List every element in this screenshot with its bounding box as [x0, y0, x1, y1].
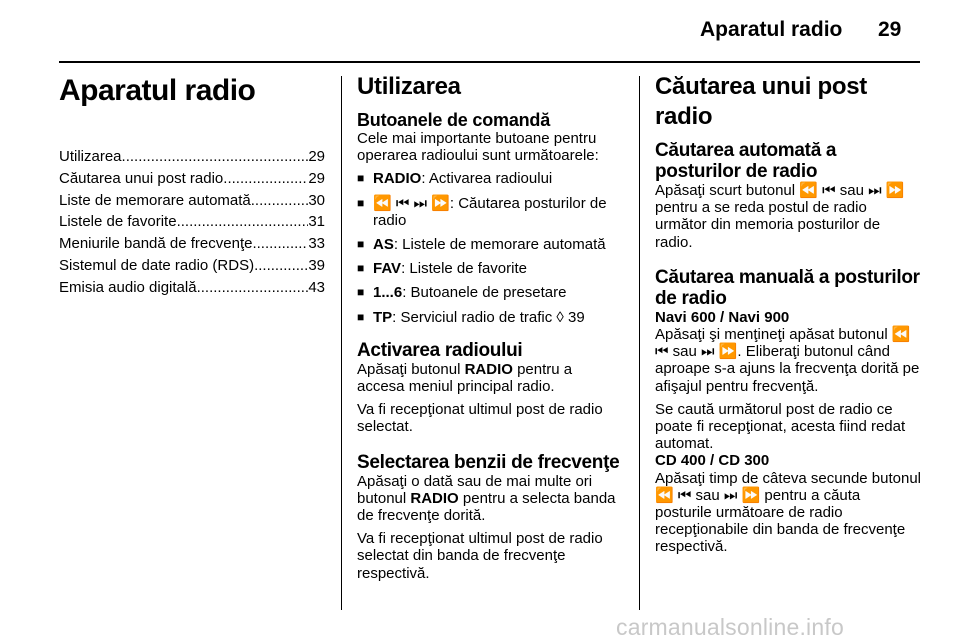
header-divider — [59, 61, 920, 63]
subsection-title: Butoanele de comandă — [357, 110, 551, 130]
page-number: 29 — [878, 18, 902, 41]
column-divider-1 — [341, 76, 342, 610]
paragraph: Va fi recepţionat ultimul post de radio selectat. — [357, 401, 603, 436]
subsection-title: Căutarea manuală a posturilor de radio — [655, 266, 920, 309]
toc-entry[interactable]: Emisia audio digitală ..... 43 — [59, 277, 325, 299]
toc-entry[interactable]: Căutarea unui post radio ..... 29 — [59, 168, 325, 190]
section-title: Căutarea unui post radio — [655, 73, 867, 130]
toc-entry[interactable]: Sistemul de date radio (RDS) ..... 39 — [59, 255, 325, 277]
table-of-contents — [59, 146, 325, 299]
list-item: ■ FAV: Listele de favorite — [357, 260, 527, 278]
toc-entry[interactable]: Utilizarea ..... 29 — [59, 146, 325, 168]
device-label: CD 400 / CD 300 — [655, 452, 770, 470]
list-item: ■ 1...6: Butoanele de presetare — [357, 284, 567, 302]
subsection-title: Activarea radioului — [357, 339, 523, 361]
toc-entry[interactable]: Meniurile bandă de frecvenţe ..... 33 — [59, 233, 325, 255]
paragraph: Se caută următorul post de radio ce poate fi recepţionat, acesta fiind redat automat. — [655, 400, 906, 453]
device-label: Navi 600 / Navi 900 — [655, 308, 790, 326]
paragraph: Va fi recepţionat ultimul post de radio selectat din banda de frecvenţe respectivă. — [357, 530, 603, 582]
paragraph: Cele mai importante butoane pentru operarea radioului sunt următoarele: — [357, 130, 599, 165]
running-header-title: Aparatul radio — [700, 18, 843, 41]
search-column — [655, 72, 921, 556]
column-divider-2 — [639, 76, 640, 610]
chapter-title: Aparatul radio — [59, 74, 256, 107]
paragraph: Apăsaţi o dată sau de mai multe ori butonul RADIO pentru a selecta banda de frecvenţe dorită. — [357, 472, 616, 525]
seek-buttons-icon: ⏪ ⏮ ⏭ ⏩ — [373, 194, 450, 212]
paragraph: Apăsaţi scurt butonul ⏪ ⏮ sau ⏭ ⏩ pentru a se reda postul de radio următor din memoria posturilor de radio. — [655, 182, 905, 251]
toc-entry[interactable]: Liste de memorare automată ..... 30 — [59, 190, 325, 212]
usage-column — [357, 72, 623, 582]
chapter-column — [59, 72, 325, 299]
subsection-title: Căutarea automată a posturilor de radio — [655, 140, 837, 182]
watermark: carmanualsonline.info — [616, 614, 844, 640]
bullet-list — [357, 170, 623, 325]
toc-entry[interactable]: Listele de favorite ..... 31 — [59, 211, 325, 233]
paragraph: Apăsaţi timp de câteva secunde butonul ⏪ ⏮ sau ⏭ ⏩ pentru a căuta posturile următoare de radio recepţionabile din banda de frecvenţe respectivă. — [655, 469, 922, 556]
section-title: Utilizarea — [357, 73, 461, 100]
list-item: ■ AS: Listele de memorare automată — [357, 236, 606, 254]
list-item: ■ ⏪ ⏮ ⏭ ⏩: Căutarea posturilor de radio — [357, 194, 607, 229]
list-item: ■ RADIO: Activarea radioului — [357, 170, 553, 188]
paragraph: Apăsaţi şi menţineţi apăsat butonul ⏪ ⏮ sau ⏭ ⏩. Eliberaţi butonul când aproape s-a ajuns la frecvenţa dorită pe afişajul pentru frecvenţă. — [655, 326, 920, 395]
paragraph: Apăsaţi butonul RADIO pentru a accesa meniul principal radio. — [357, 360, 573, 396]
subsection-title: Selectarea benzii de frecvenţe — [357, 451, 620, 473]
list-item: ■ TP: Serviciul radio de trafic ◊ 39 — [357, 308, 585, 326]
